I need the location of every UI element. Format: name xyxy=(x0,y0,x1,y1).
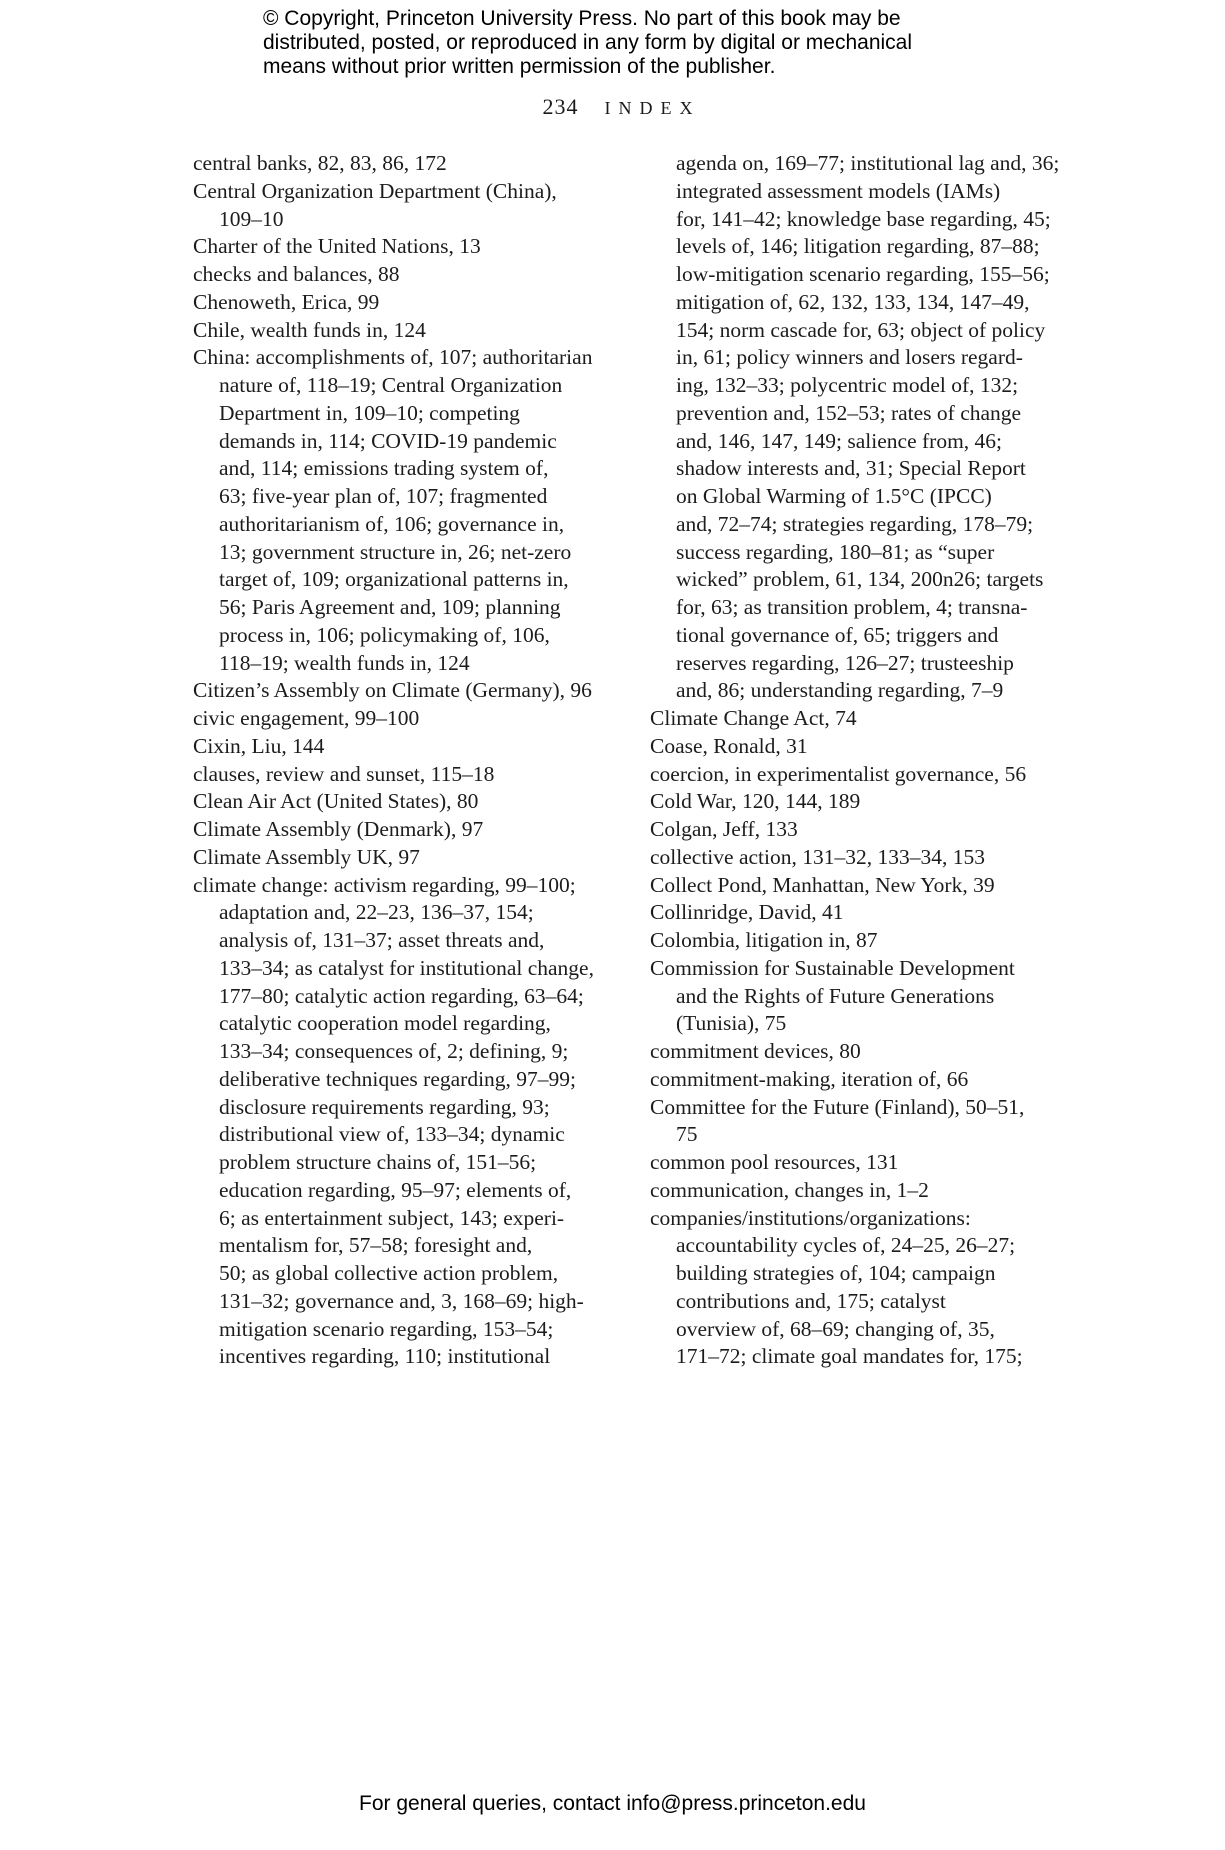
index-entry-line: Clean Air Act (United States), 80 xyxy=(193,789,479,814)
page-number: 234 xyxy=(542,94,579,119)
index-continuation-line: problem structure chains of, 151–56; xyxy=(219,1150,537,1174)
index-entry-line: Climate Assembly (Denmark), 97 xyxy=(193,817,484,841)
index-continuation-line: reserves regarding, 126–27; trusteeship xyxy=(676,650,1014,675)
index-continuation-line: Department in, 109–10; competing xyxy=(219,400,520,425)
index-continuation-line: 133–34; consequences of, 2; defining, 9; xyxy=(219,1039,569,1063)
index-continuation-line: success regarding, 180–81; as “super xyxy=(676,539,995,564)
index-continuation-line: for, 63; as transition problem, 4; transna- xyxy=(676,595,1028,619)
index-entry-line: Committee for the Future (Finland), 50–51, xyxy=(650,1094,1025,1119)
index-continuation-line: wicked” problem, 61, 134, 200n26; targets xyxy=(676,567,1044,592)
index-column-left xyxy=(193,150,638,1371)
index-continuation-line: 56; Paris Agreement and, 109; planning xyxy=(219,595,561,619)
index-continuation-line: prevention and, 152–53; rates of change xyxy=(676,400,1022,425)
index-continuation-line: and, 146, 147, 149; salience from, 46; xyxy=(676,428,1003,453)
index-entry-line: Charter of the United Nations, 13 xyxy=(193,234,481,259)
index-entry-line: checks and balances, 88 xyxy=(193,262,400,286)
index-continuation-line: (Tunisia), 75 xyxy=(676,1011,787,1036)
index-entry-line: civic engagement, 99–100 xyxy=(193,706,420,730)
index-entry-line: central banks, 82, 83, 86, 172 xyxy=(193,151,447,175)
footer-contact-line: For general queries, contact info@press.princeton.edu xyxy=(359,1792,866,1815)
index-continuation-line: distributional view of, 133–34; dynamic xyxy=(219,1122,565,1147)
index-continuation-line: 177–80; catalytic action regarding, 63–64; xyxy=(219,983,584,1008)
index-continuation-line: 131–32; governance and, 3, 168–69; high- xyxy=(219,1288,584,1313)
index-continuation-line: contributions and, 175; catalyst xyxy=(676,1288,946,1313)
index-continuation-line: education regarding, 95–97; elements of, xyxy=(219,1177,572,1202)
index-continuation-line: for, 141–42; knowledge base regarding, 45; xyxy=(676,206,1051,231)
index-entry-line: Chenoweth, Erica, 99 xyxy=(193,289,380,314)
copyright-line: © Copyright, Princeton University Press. No part of this book may be xyxy=(263,7,901,30)
copyright-line: means without prior written permission of the publisher. xyxy=(263,55,776,78)
index-continuation-line: nature of, 118–19; Central Organization xyxy=(219,373,563,397)
index-continuation-line: and, 114; emissions trading system of, xyxy=(219,456,549,481)
index-continuation-line: 63; five-year plan of, 107; fragmented xyxy=(219,484,548,508)
index-continuation-line: levels of, 146; litigation regarding, 87–88; xyxy=(676,234,1040,259)
index-entry-line: Commission for Sustainable Development xyxy=(650,955,1015,980)
index-continuation-line: agenda on, 169–77; institutional lag and, 36; xyxy=(676,151,1060,175)
section-title: INDEX xyxy=(604,98,701,118)
index-continuation-line: 118–19; wealth funds in, 124 xyxy=(219,650,470,675)
index-continuation-line: 109–10 xyxy=(219,206,284,231)
index-continuation-line: authoritarianism of, 106; governance in, xyxy=(219,511,565,536)
index-entry-line: Collect Pond, Manhattan, New York, 39 xyxy=(650,872,995,897)
running-head xyxy=(0,94,1225,120)
index-continuation-line: analysis of, 131–37; asset threats and, xyxy=(219,928,545,952)
index-continuation-line: low-mitigation scenario regarding, 155–56; xyxy=(676,262,1050,286)
index-continuation-line: incentives regarding, 110; institutional xyxy=(219,1344,551,1369)
index-continuation-line: and, 86; understanding regarding, 7–9 xyxy=(676,678,1004,703)
index-entry-line: Colombia, litigation in, 87 xyxy=(650,928,878,952)
index-continuation-line: building strategies of, 104; campaign xyxy=(676,1261,996,1285)
copyright-notice xyxy=(263,7,912,79)
index-continuation-line: disclosure requirements regarding, 93; xyxy=(219,1094,550,1119)
index-continuation-line: mitigation of, 62, 132, 133, 134, 147–49, xyxy=(676,289,1030,314)
index-continuation-line: and, 72–74; strategies regarding, 178–79; xyxy=(676,511,1034,536)
index-continuation-line: overview of, 68–69; changing of, 35, xyxy=(676,1316,995,1341)
index-continuation-line: adaptation and, 22–23, 136–37, 154; xyxy=(219,900,534,925)
index-entry-line: communication, changes in, 1–2 xyxy=(650,1177,929,1202)
index-continuation-line: 171–72; climate goal mandates for, 175; xyxy=(676,1344,1023,1369)
copyright-line: distributed, posted, or reproduced in any form by digital or mechanical xyxy=(263,31,913,54)
index-entry-line: China: accomplishments of, 107; authoritarian xyxy=(193,345,593,370)
index-entry-line: collective action, 131–32, 133–34, 153 xyxy=(650,844,985,869)
index-continuation-line: 133–34; as catalyst for institutional change, xyxy=(219,955,594,980)
index-entry-line: Climate Assembly UK, 97 xyxy=(193,844,420,869)
index-continuation-line: and the Rights of Future Generations xyxy=(676,983,995,1008)
index-entry-line: Coase, Ronald, 31 xyxy=(650,733,808,758)
index-entry-line: common pool resources, 131 xyxy=(650,1150,899,1174)
index-entry-line: clauses, review and sunset, 115–18 xyxy=(193,761,495,786)
index-entry-line: commitment devices, 80 xyxy=(650,1039,861,1063)
index-entry-line: Citizen’s Assembly on Climate (Germany), 96 xyxy=(193,678,592,703)
index-continuation-line: demands in, 114; COVID-19 pandemic xyxy=(219,428,557,453)
index-continuation-line: in, 61; policy winners and losers regard- xyxy=(676,345,1023,370)
index-continuation-line: 50; as global collective action problem, xyxy=(219,1261,559,1285)
index-continuation-line: accountability cycles of, 24–25, 26–27; xyxy=(676,1233,1016,1258)
index-continuation-line: integrated assessment models (IAMs) xyxy=(676,178,1001,203)
index-entry-line: Cixin, Liu, 144 xyxy=(193,733,325,758)
index-entry-line: companies/institutions/organizations: xyxy=(650,1205,971,1230)
index-continuation-line: process in, 106; policymaking of, 106, xyxy=(219,622,550,647)
index-continuation-line: mitigation scenario regarding, 153–54; xyxy=(219,1316,554,1341)
index-continuation-line: deliberative techniques regarding, 97–99; xyxy=(219,1066,577,1091)
index-continuation-line: mentalism for, 57–58; foresight and, xyxy=(219,1233,533,1258)
index-continuation-line: shadow interests and, 31; Special Report xyxy=(676,456,1026,481)
index-entry-line: climate change: activism regarding, 99–100; xyxy=(193,872,576,897)
index-continuation-line: 6; as entertainment subject, 143; experi- xyxy=(219,1205,565,1230)
index-continuation-line: 154; norm cascade for, 63; object of policy xyxy=(676,317,1046,342)
index-continuation-line: ing, 132–33; polycentric model of, 132; xyxy=(676,373,1019,397)
index-entry-line: coercion, in experimentalist governance, 56 xyxy=(650,761,1027,786)
index-entry-line: Colgan, Jeff, 133 xyxy=(650,817,798,841)
index-continuation-line: 75 xyxy=(676,1122,698,1147)
index-entry-line: commitment-making, iteration of, 66 xyxy=(650,1066,969,1091)
index-continuation-line: on Global Warming of 1.5°C (IPCC) xyxy=(676,484,992,508)
index-entry-line: Chile, wealth funds in, 124 xyxy=(193,317,426,342)
index-continuation-line: catalytic cooperation model regarding, xyxy=(219,1011,551,1036)
index-continuation-line: 13; government structure in, 26; net-zero xyxy=(219,539,572,564)
index-entry-line: Collinridge, David, 41 xyxy=(650,900,844,925)
index-entry-line: Central Organization Department (China), xyxy=(193,178,557,203)
index-continuation-line: tional governance of, 65; triggers and xyxy=(676,622,999,647)
index-column-right xyxy=(650,150,1095,1371)
index-entry-line: Cold War, 120, 144, 189 xyxy=(650,789,861,814)
index-entry-line: Climate Change Act, 74 xyxy=(650,706,857,730)
index-continuation-line: target of, 109; organizational patterns in, xyxy=(219,567,569,592)
